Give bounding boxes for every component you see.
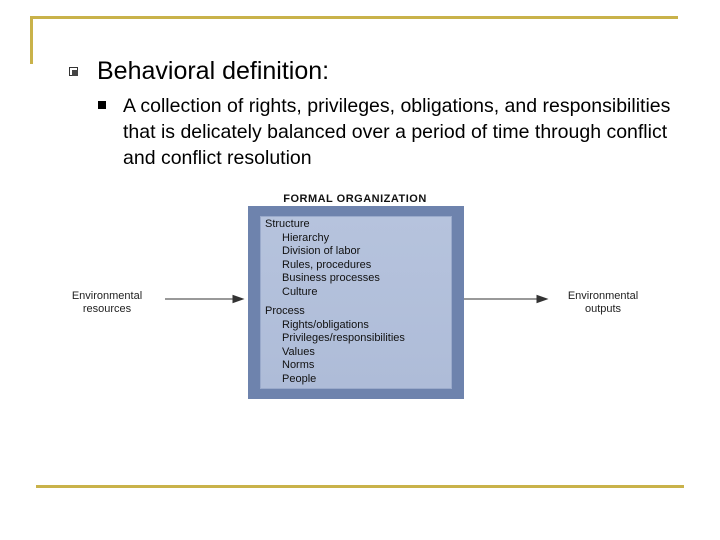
output-arrowhead-icon	[537, 296, 547, 303]
structure-item: Division of labor	[282, 245, 361, 257]
output-label-line1: Environmental	[567, 290, 639, 302]
process-item: People	[282, 372, 317, 385]
structure-item: Business processes	[282, 272, 380, 284]
slide-heading: Behavioral definition:	[97, 57, 330, 85]
structure-item: Culture	[282, 285, 318, 298]
structure-heading: Structure	[265, 218, 310, 230]
process-item: Values	[282, 345, 315, 358]
diagram-title: FORMAL ORGANIZATION	[283, 193, 427, 205]
input-arrowhead-icon	[233, 296, 243, 303]
process-item: Rights/obligations	[282, 318, 369, 331]
process-heading: Process	[265, 305, 305, 317]
definition-text: A collection of rights, privileges, obligations, and responsibilities that is delicately balanced over a period of time through conflict and conflict resolution	[123, 95, 671, 169]
structure-item: Rules, procedures	[282, 258, 372, 271]
output-label-line2: outputs	[584, 303, 622, 315]
process-item: Privileges/responsibilities	[282, 332, 405, 344]
structure-item: Hierarchy	[282, 231, 330, 244]
input-label-line1: Environmental	[71, 290, 143, 302]
input-label-line2: resources	[82, 303, 132, 315]
organization-contents	[265, 218, 405, 386]
process-item: Norms	[282, 359, 315, 371]
